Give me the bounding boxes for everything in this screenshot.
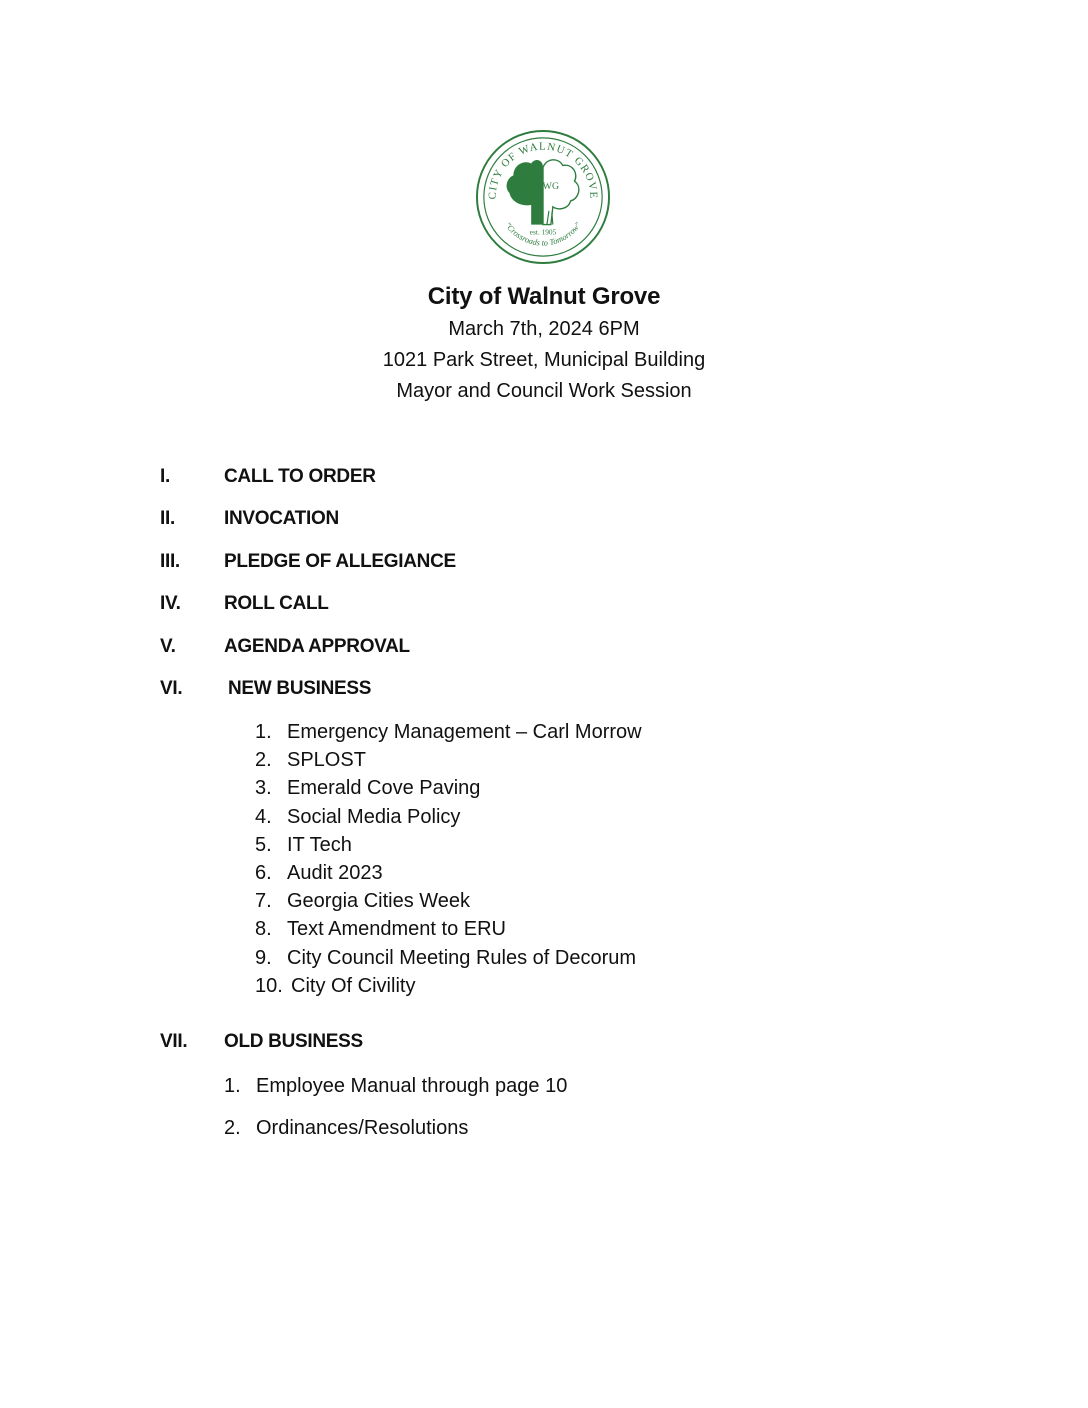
section-label: NEW BUSINESS bbox=[228, 678, 372, 699]
section-roll-call bbox=[160, 593, 329, 615]
section-old-business bbox=[160, 1031, 363, 1053]
meeting-date: March 7th, 2024 6PM bbox=[448, 318, 640, 340]
section-number: V. bbox=[160, 636, 176, 657]
list-item: 6. Audit 2023 bbox=[255, 861, 383, 884]
list-item: 9. City Council Meeting Rules of Decorum bbox=[255, 946, 637, 969]
section-label: AGENDA APPROVAL bbox=[224, 636, 410, 657]
section-pledge bbox=[160, 551, 456, 573]
section-label: OLD BUSINESS bbox=[224, 1031, 363, 1052]
city-seal-logo bbox=[474, 128, 612, 266]
list-item: 5. IT Tech bbox=[255, 833, 352, 856]
list-item: 1. Emergency Management – Carl Morrow bbox=[255, 721, 642, 743]
section-new-business bbox=[160, 678, 371, 700]
list-item: 1. Employee Manual through page 10 bbox=[224, 1075, 568, 1097]
list-item: 3. Emerald Cove Paving bbox=[255, 777, 481, 800]
list-item: 4. Social Media Policy bbox=[255, 805, 461, 828]
section-number: I. bbox=[160, 466, 170, 487]
agenda-header bbox=[0, 280, 1088, 407]
section-call-to-order bbox=[160, 466, 376, 488]
seal-est: est. 1905 bbox=[529, 227, 557, 237]
section-number: II. bbox=[160, 508, 175, 529]
list-item: 2. SPLOST bbox=[255, 749, 366, 772]
list-item: 8. Text Amendment to ERU bbox=[255, 918, 506, 941]
list-item: 7. Georgia Cities Week bbox=[255, 890, 471, 913]
seal-motto: "Crossroads to Tomorrow" bbox=[503, 220, 583, 248]
new-business-list bbox=[255, 718, 642, 1000]
meeting-session: Mayor and Council Work Session bbox=[396, 380, 692, 402]
section-number: IV. bbox=[160, 593, 181, 614]
section-number: VI. bbox=[160, 678, 183, 699]
section-label: ROLL CALL bbox=[224, 593, 329, 614]
section-label: INVOCATION bbox=[224, 508, 339, 529]
meeting-address: 1021 Park Street, Municipal Building bbox=[382, 349, 706, 371]
seal-monogram: WG bbox=[542, 181, 560, 193]
section-number: VII. bbox=[160, 1031, 188, 1052]
section-agenda-approval bbox=[160, 636, 410, 658]
section-invocation bbox=[160, 508, 339, 530]
list-item: 10. City Of Civility bbox=[255, 974, 416, 997]
section-label: CALL TO ORDER bbox=[224, 466, 376, 487]
seal-ring-text: CITY OF WALNUT GROVE bbox=[486, 140, 600, 200]
page-title: City of Walnut Grove bbox=[427, 283, 661, 310]
section-label: PLEDGE OF ALLEGIANCE bbox=[224, 551, 456, 572]
section-number: III. bbox=[160, 551, 180, 572]
list-item: 2. Ordinances/Resolutions bbox=[224, 1117, 469, 1139]
